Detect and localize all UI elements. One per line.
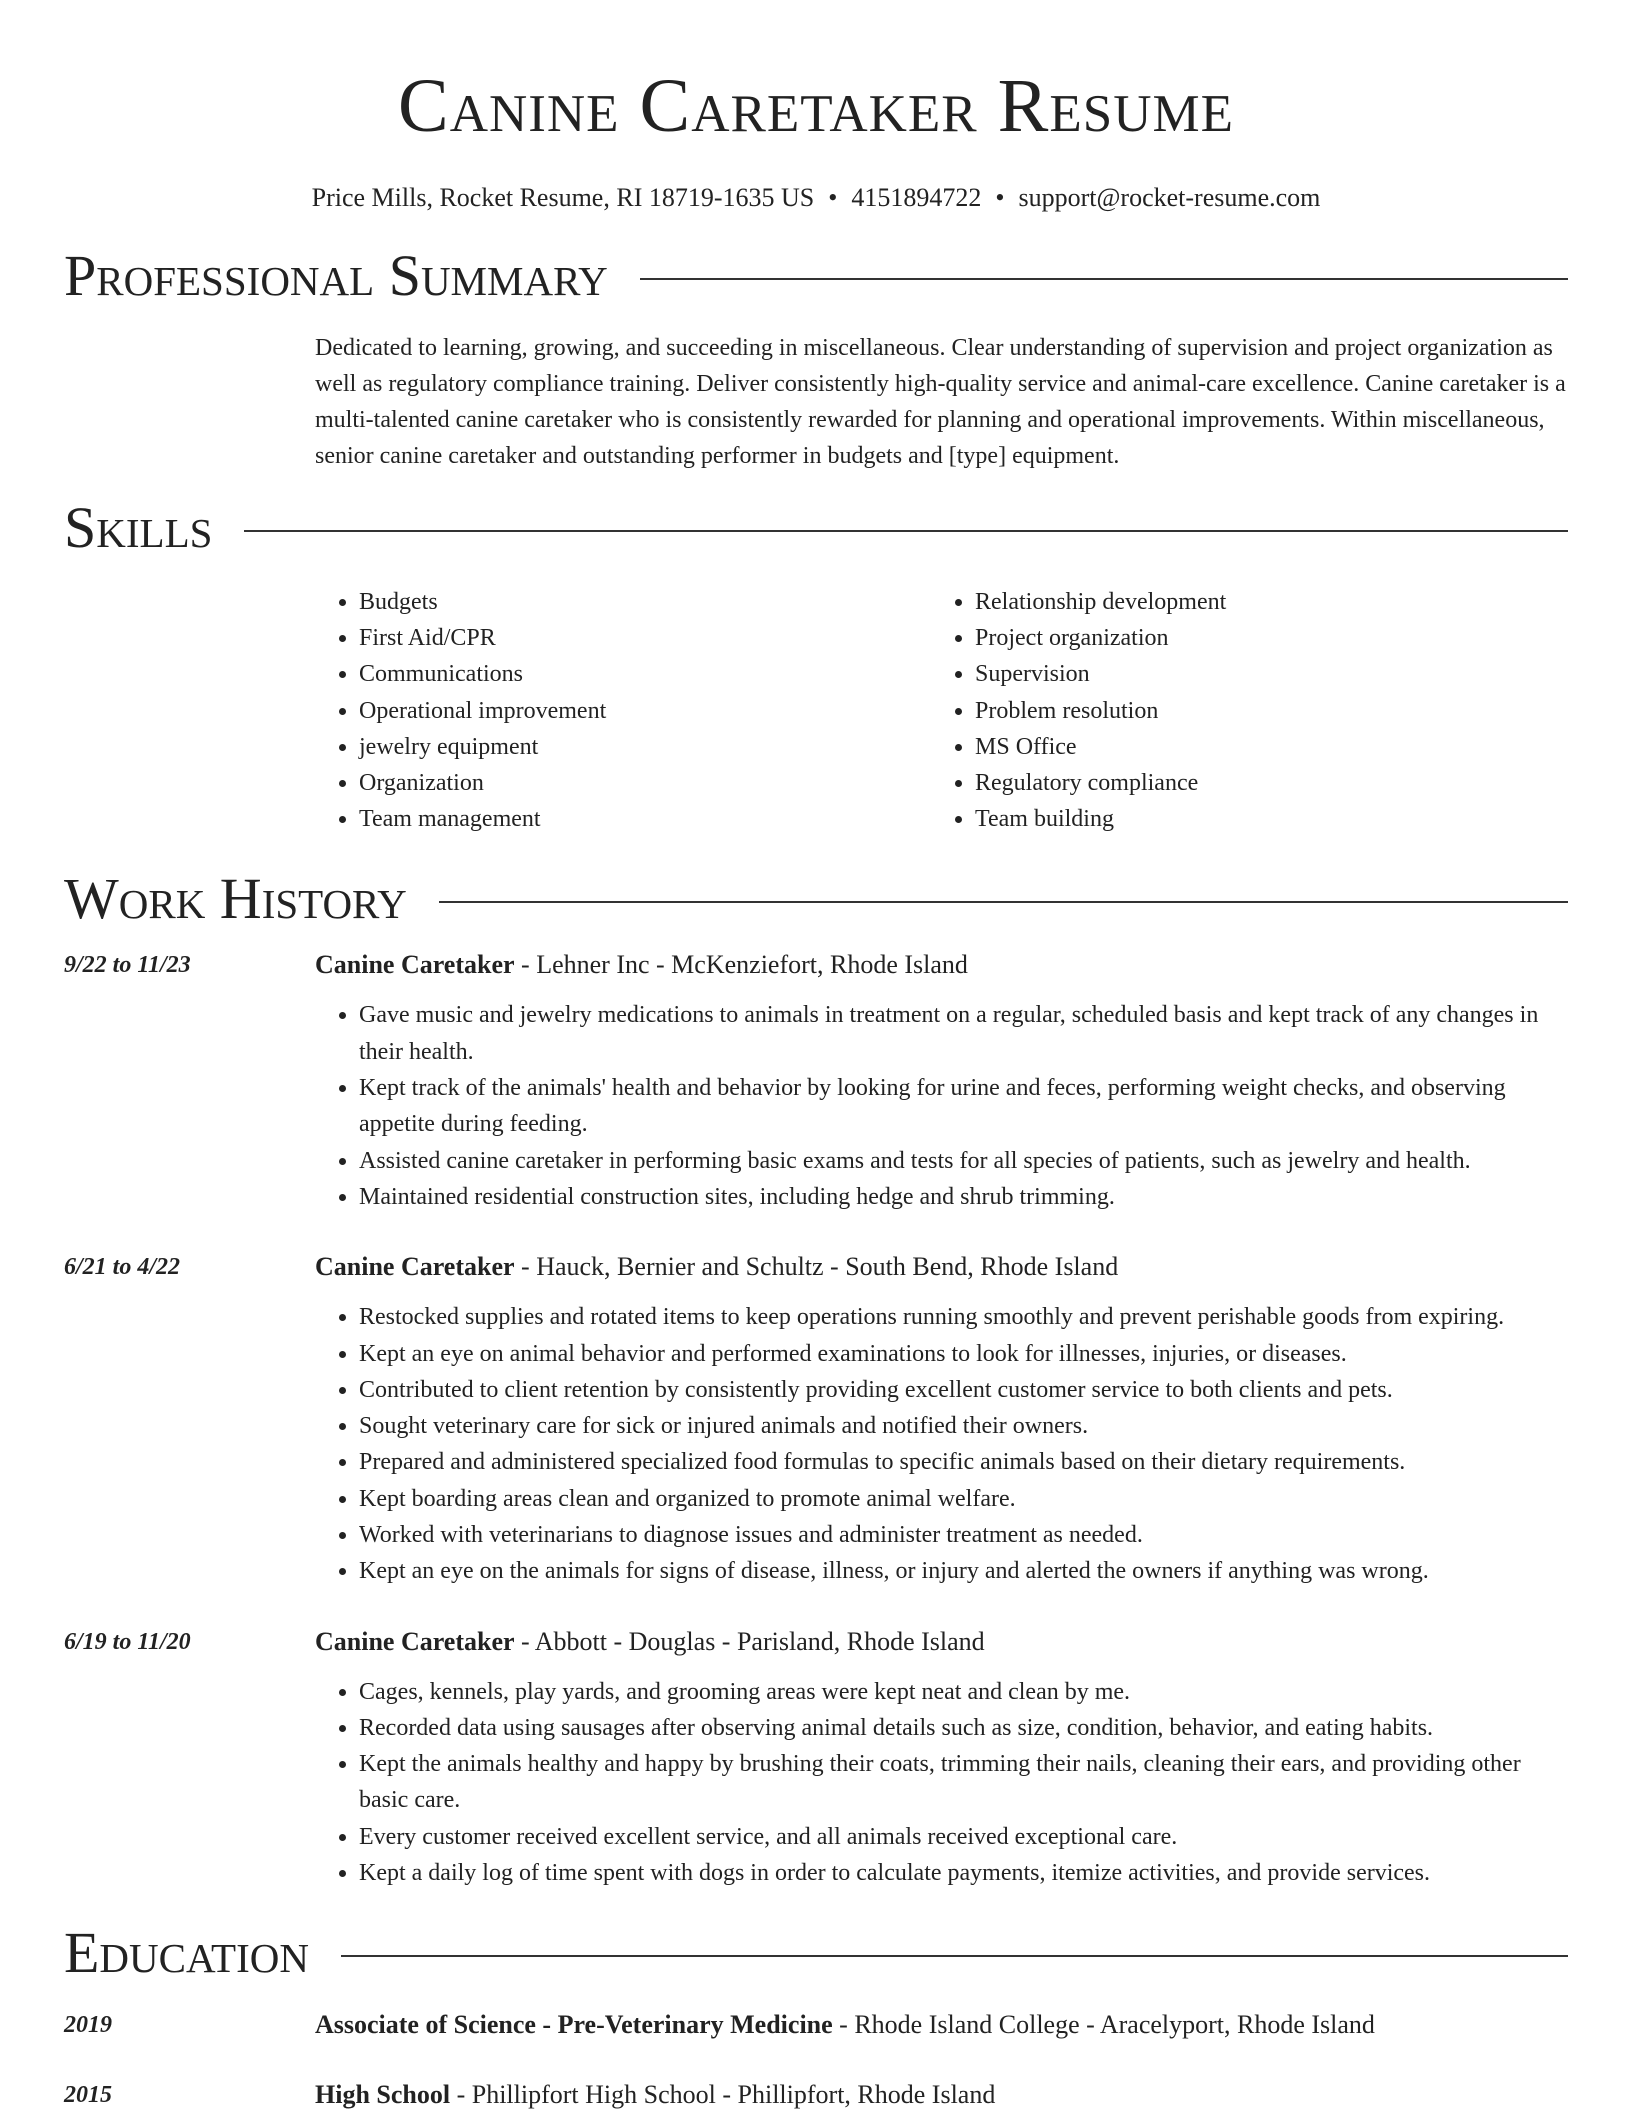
education-date: 2019	[64, 2012, 112, 2039]
contact-email: support@rocket-resume.com	[1018, 183, 1321, 212]
section-title-summary: Professional Summary	[64, 243, 608, 308]
job-bullets	[315, 1299, 1568, 1589]
contact-separator: •	[828, 183, 838, 212]
section-title-education: Education	[64, 1920, 309, 1986]
section-header-education	[64, 1917, 1568, 1989]
job-bullet: • Kept the animals healthy and happy by brushing their coats, trimming their nails, cleaning their ears, and providing other basic care.	[359, 1746, 1568, 1819]
job-bullet: • Contributed to client retention by consistently providing excellent customer service to both clients and pets.	[359, 1372, 1568, 1408]
skill-item: • jewelry equipment	[359, 729, 931, 765]
section-header-summary	[64, 240, 1568, 312]
resume-page	[64, 0, 1568, 2113]
job-bullet: • Every customer received excellent service, and all animals received exceptional care.	[359, 1819, 1568, 1855]
section-divider	[341, 1955, 1568, 1957]
job-bullets	[315, 997, 1568, 1215]
section-divider	[244, 530, 1568, 532]
job-employer: - Abbott - Douglas - Parisland, Rhode Island	[514, 1626, 985, 1656]
skill-item: • Regulatory compliance	[975, 765, 1547, 801]
job-bullet: • Kept an eye on animal behavior and performed examinations to look for illnesses, injuries, or diseases.	[359, 1336, 1568, 1372]
job-bullet: • Kept an eye on the animals for signs of disease, illness, or injury and alerted the owners if anything was wrong.	[359, 1553, 1568, 1589]
job-heading	[315, 1249, 1568, 1285]
education-degree: Associate of Science - Pre-Veterinary Medicine	[315, 2010, 833, 2040]
skill-item: • Supervision	[975, 656, 1547, 692]
job-bullet: • Cages, kennels, play yards, and grooming areas were kept neat and clean by me.	[359, 1674, 1568, 1710]
job-employer: - Hauck, Bernier and Schultz - South Bend, Rhode Island	[514, 1252, 1119, 1282]
contact-address: Price Mills, Rocket Resume, RI 18719-1635 US	[311, 183, 815, 212]
skill-item: • Communications	[359, 656, 931, 692]
job-bullets	[315, 1674, 1568, 1892]
skill-item: • Project organization	[975, 620, 1547, 656]
resume-title: Canine Caretaker Resume	[398, 64, 1234, 148]
job-date: 9/22 to 11/23	[64, 952, 191, 979]
job-date: 6/21 to 4/22	[64, 1254, 181, 1281]
education-school: - Phillipfort High School - Phillipfort, Rhode Island	[450, 2080, 996, 2110]
contact-separator: •	[995, 183, 1005, 212]
job-bullet: • Kept a daily log of time spent with dogs in order to calculate payments, itemize activities, and provide services.	[359, 1855, 1568, 1891]
job-title: Canine Caretaker	[315, 950, 515, 980]
skill-item: • Problem resolution	[975, 693, 1547, 729]
education-entry	[64, 2077, 1568, 2113]
skill-item: • MS Office	[975, 729, 1547, 765]
summary-text: Dedicated to learning, growing, and succeeding in miscellaneous. Clear understanding of supervision and project organization as well as regulatory compliance training. Deliver consistently high-quality service and animal-care excellence. Canine caretaker is a multi-talented canine caretaker who is consistently rewarded for planning and operational improvements. Within miscellaneous, senior canine caretaker and outstanding performer in budgets and [type] equipment.	[315, 335, 1566, 469]
job-bullet: • Kept boarding areas clean and organized to promote animal welfare.	[359, 1481, 1568, 1517]
job-bullet: • Restocked supplies and rotated items to keep operations running smoothly and prevent perishable goods from expiring.	[359, 1299, 1568, 1335]
section-divider	[640, 278, 1568, 280]
skill-item: • Operational improvement	[359, 693, 931, 729]
job-title: Canine Caretaker	[315, 1626, 515, 1656]
section-header-skills	[64, 492, 1568, 564]
job-entry	[64, 947, 1568, 1215]
skill-item: • Team management	[359, 801, 931, 837]
skill-item: • First Aid/CPR	[359, 620, 931, 656]
education-date: 2015	[64, 2082, 112, 2109]
job-entry	[64, 1249, 1568, 1589]
skill-item: • Team building	[975, 801, 1547, 837]
job-bullet: • Gave music and jewelry medications to animals in treatment on a regular, scheduled basis and kept track of any changes in their health.	[359, 997, 1568, 1070]
job-bullet: • Worked with veterinarians to diagnose issues and administer treatment as needed.	[359, 1517, 1568, 1553]
education-heading	[315, 2077, 1568, 2113]
section-title-work: Work History	[64, 866, 407, 932]
skill-item: • Organization	[359, 765, 931, 801]
section-divider	[439, 901, 1568, 903]
job-title: Canine Caretaker	[315, 1252, 515, 1282]
job-bullet: • Prepared and administered specialized food formulas to specific animals based on their dietary requirements.	[359, 1444, 1568, 1480]
skills-column-right	[931, 584, 1547, 837]
skill-item: • Budgets	[359, 584, 931, 620]
education-heading	[315, 2007, 1568, 2043]
skill-item: • Relationship development	[975, 584, 1547, 620]
education-entry	[64, 2007, 1568, 2043]
job-bullet: • Maintained residential construction sites, including hedge and shrub trimming.	[359, 1179, 1568, 1215]
section-header-work	[64, 863, 1568, 935]
job-bullet: • Kept track of the animals' health and behavior by looking for urine and feces, performing weight checks, and observing appetite during feeding.	[359, 1070, 1568, 1143]
job-bullet: • Recorded data using sausages after observing animal details such as size, condition, behavior, and eating habits.	[359, 1710, 1568, 1746]
skills-list	[315, 584, 1568, 837]
section-title-skills: Skills	[64, 495, 213, 560]
skills-column-left	[315, 584, 931, 837]
job-date: 6/19 to 11/20	[64, 1628, 191, 1655]
job-heading	[315, 947, 1568, 983]
job-entry	[64, 1624, 1568, 1892]
job-heading	[315, 1624, 1568, 1660]
job-employer: - Lehner Inc - McKenziefort, Rhode Island	[514, 950, 968, 980]
contact-line	[64, 180, 1568, 216]
job-bullet: • Assisted canine caretaker in performing basic exams and tests for all species of patients, such as jewelry and health.	[359, 1143, 1568, 1179]
education-school: - Rhode Island College - Aracelyport, Rhode Island	[832, 2010, 1375, 2040]
education-degree: High School	[315, 2080, 451, 2110]
contact-phone: 4151894722	[851, 183, 982, 212]
job-bullet: • Sought veterinary care for sick or injured animals and notified their owners.	[359, 1408, 1568, 1444]
